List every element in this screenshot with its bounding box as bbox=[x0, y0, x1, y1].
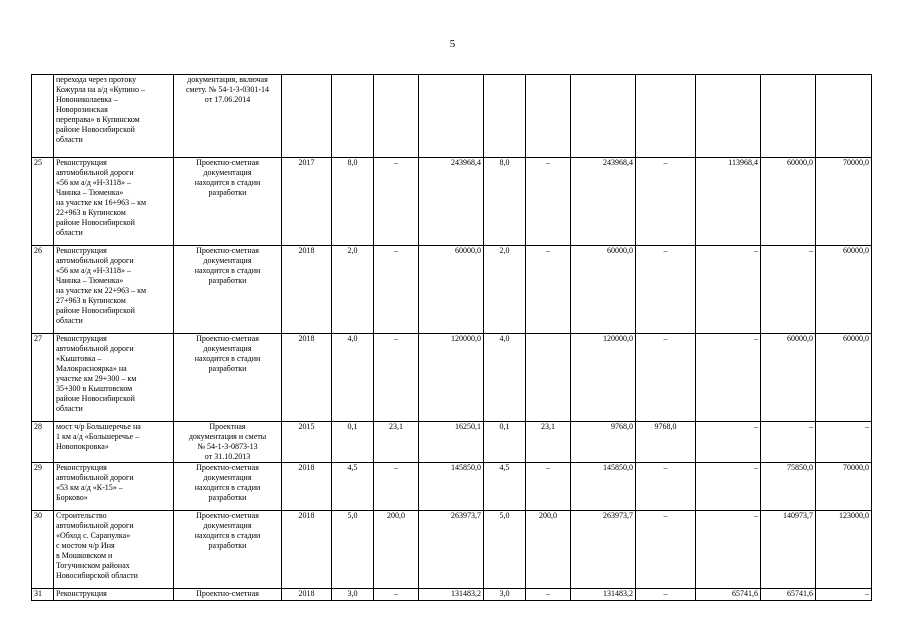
financing-3: – bbox=[761, 422, 816, 463]
documentation-status: Проектно-сметная документация находится в стадии разработки bbox=[174, 511, 282, 589]
financing-3: – bbox=[761, 246, 816, 334]
financing-2 bbox=[696, 75, 761, 158]
total-cost: 145850,0 bbox=[419, 463, 484, 511]
financing-1 bbox=[636, 75, 696, 158]
row-number: 29 bbox=[32, 463, 54, 511]
row-number: 31 bbox=[32, 589, 54, 601]
length-km: 4,5 bbox=[332, 463, 374, 511]
total-cost: 131483,2 bbox=[419, 589, 484, 601]
financing-3: 60000,0 bbox=[761, 158, 816, 246]
table-row bbox=[32, 246, 872, 334]
bridge-length: – bbox=[374, 463, 419, 511]
total-cost: 60000,0 bbox=[419, 246, 484, 334]
documentation-status: Проектная документация и сметы № 54-1-3-0873-13 от 31.10.2013 bbox=[174, 422, 282, 463]
cost-2: 9768,0 bbox=[571, 422, 636, 463]
year: 2018 bbox=[282, 334, 332, 422]
documentation-status: Проектно-сметная документация находится в стадии разработки bbox=[174, 334, 282, 422]
financing-4: 70000,0 bbox=[816, 463, 872, 511]
documentation-status: Проектно-сметная документация находится в стадии разработки bbox=[174, 158, 282, 246]
financing-3: 65741,6 bbox=[761, 589, 816, 601]
object-name: Реконструкция автомобильной дороги «56 км а/д «Н-3118» – Чаинка – Тюменка» на участке км 22+963 – км 27+963 в Купинском районе Новосибирской области bbox=[54, 246, 174, 334]
financing-4: – bbox=[816, 589, 872, 601]
total-cost: 243968,4 bbox=[419, 158, 484, 246]
length-km bbox=[332, 75, 374, 158]
table-row bbox=[32, 511, 872, 589]
cost-2: 243968,4 bbox=[571, 158, 636, 246]
table-row bbox=[32, 589, 872, 601]
cost-2: 145850,0 bbox=[571, 463, 636, 511]
year: 2018 bbox=[282, 511, 332, 589]
total-cost: 120000,0 bbox=[419, 334, 484, 422]
row-number: 25 bbox=[32, 158, 54, 246]
row-number bbox=[32, 75, 54, 158]
row-number: 28 bbox=[32, 422, 54, 463]
bridge-length: 200,0 bbox=[374, 511, 419, 589]
object-name: перехода через протоку Кожурла на а/д «Купино – Новониколаевка – Новорозинская переправа» в Купинском районе Новосибирской области bbox=[54, 75, 174, 158]
length-km-2: 2,0 bbox=[484, 246, 526, 334]
length-km-2: 5,0 bbox=[484, 511, 526, 589]
object-name: Реконструкция автомобильной дороги «Кыштовка – Малокрасноярка» на участке км 29+300 – км 35+300 в Кыштовском районе Новосибирской области bbox=[54, 334, 174, 422]
object-name: Реконструкция bbox=[54, 589, 174, 601]
cost-2: 263973,7 bbox=[571, 511, 636, 589]
bridge-length-2: – bbox=[526, 158, 571, 246]
length-km: 4,0 bbox=[332, 334, 374, 422]
financing-2: – bbox=[696, 463, 761, 511]
table-row bbox=[32, 75, 872, 158]
cost-2 bbox=[571, 75, 636, 158]
cost-2: 120000,0 bbox=[571, 334, 636, 422]
financing-3: 75850,0 bbox=[761, 463, 816, 511]
bridge-length-2: – bbox=[526, 246, 571, 334]
bridge-length-2: – bbox=[526, 589, 571, 601]
financing-2: – bbox=[696, 511, 761, 589]
total-cost: 263973,7 bbox=[419, 511, 484, 589]
bridge-length: – bbox=[374, 246, 419, 334]
length-km-2 bbox=[484, 75, 526, 158]
bridge-length-2: 200,0 bbox=[526, 511, 571, 589]
documentation-status: Проектно-сметная bbox=[174, 589, 282, 601]
financing-3 bbox=[761, 75, 816, 158]
year: 2018 bbox=[282, 246, 332, 334]
length-km: 3,0 bbox=[332, 589, 374, 601]
documentation-status: Проектно-сметная документация находится в стадии разработки bbox=[174, 246, 282, 334]
table-row bbox=[32, 422, 872, 463]
financing-1: – bbox=[636, 158, 696, 246]
row-number: 27 bbox=[32, 334, 54, 422]
financing-2: – bbox=[696, 422, 761, 463]
documentation-status: Проектно-сметная документация находится в стадии разработки bbox=[174, 463, 282, 511]
table-row bbox=[32, 158, 872, 246]
bridge-length-2: 23,1 bbox=[526, 422, 571, 463]
financing-1: 9768,0 bbox=[636, 422, 696, 463]
row-number: 26 bbox=[32, 246, 54, 334]
financing-1: – bbox=[636, 463, 696, 511]
row-number: 30 bbox=[32, 511, 54, 589]
bridge-length: – bbox=[374, 589, 419, 601]
length-km: 5,0 bbox=[332, 511, 374, 589]
road-works-table bbox=[31, 74, 872, 601]
length-km: 2,0 bbox=[332, 246, 374, 334]
year: 2017 bbox=[282, 158, 332, 246]
bridge-length bbox=[374, 75, 419, 158]
length-km-2: 8,0 bbox=[484, 158, 526, 246]
financing-1: – bbox=[636, 511, 696, 589]
object-name: Реконструкция автомобильной дороги «53 км а/д «К-15» – Борково» bbox=[54, 463, 174, 511]
length-km-2: 4,5 bbox=[484, 463, 526, 511]
bridge-length: 23,1 bbox=[374, 422, 419, 463]
financing-1: – bbox=[636, 246, 696, 334]
financing-4: – bbox=[816, 422, 872, 463]
financing-2: 65741,6 bbox=[696, 589, 761, 601]
bridge-length: – bbox=[374, 158, 419, 246]
bridge-length: – bbox=[374, 334, 419, 422]
financing-3: 60000,0 bbox=[761, 334, 816, 422]
financing-2: 113968,4 bbox=[696, 158, 761, 246]
financing-4: 60000,0 bbox=[816, 334, 872, 422]
length-km: 8,0 bbox=[332, 158, 374, 246]
length-km: 0,1 bbox=[332, 422, 374, 463]
page-number: 5 bbox=[449, 38, 456, 50]
total-cost: 16250,1 bbox=[419, 422, 484, 463]
length-km-2: 3,0 bbox=[484, 589, 526, 601]
object-name: мост ч/р Большеречье на 1 км а/д «Большеречье – Новопокровка» bbox=[54, 422, 174, 463]
financing-4: 123000,0 bbox=[816, 511, 872, 589]
bridge-length-2 bbox=[526, 334, 571, 422]
year: 2015 bbox=[282, 422, 332, 463]
object-name: Строительство автомобильной дороги «Обход с. Сарапулка» с мостом ч/р Иня в Мошковском и Тогучинском районах Новосибирской области bbox=[54, 511, 174, 589]
financing-2: – bbox=[696, 246, 761, 334]
length-km-2: 4,0 bbox=[484, 334, 526, 422]
cost-2: 131483,2 bbox=[571, 589, 636, 601]
financing-4: 70000,0 bbox=[816, 158, 872, 246]
object-name: Реконструкция автомобильной дороги «56 км а/д «Н-3118» – Чаинка – Тюменка» на участке км 16+963 – км 22+963 в Купинском районе Новосибирской области bbox=[54, 158, 174, 246]
cost-2: 60000,0 bbox=[571, 246, 636, 334]
financing-4: 60000,0 bbox=[816, 246, 872, 334]
table-row bbox=[32, 334, 872, 422]
year bbox=[282, 75, 332, 158]
financing-1: – bbox=[636, 334, 696, 422]
financing-1: – bbox=[636, 589, 696, 601]
length-km-2: 0,1 bbox=[484, 422, 526, 463]
financing-4 bbox=[816, 75, 872, 158]
financing-2: – bbox=[696, 334, 761, 422]
bridge-length-2: – bbox=[526, 463, 571, 511]
documentation-status: документация, включая смету. № 54-1-3-0301-14 от 17.06.2014 bbox=[174, 75, 282, 158]
total-cost bbox=[419, 75, 484, 158]
financing-3: 140973,7 bbox=[761, 511, 816, 589]
bridge-length-2 bbox=[526, 75, 571, 158]
year: 2018 bbox=[282, 589, 332, 601]
year: 2018 bbox=[282, 463, 332, 511]
table-row bbox=[32, 463, 872, 511]
